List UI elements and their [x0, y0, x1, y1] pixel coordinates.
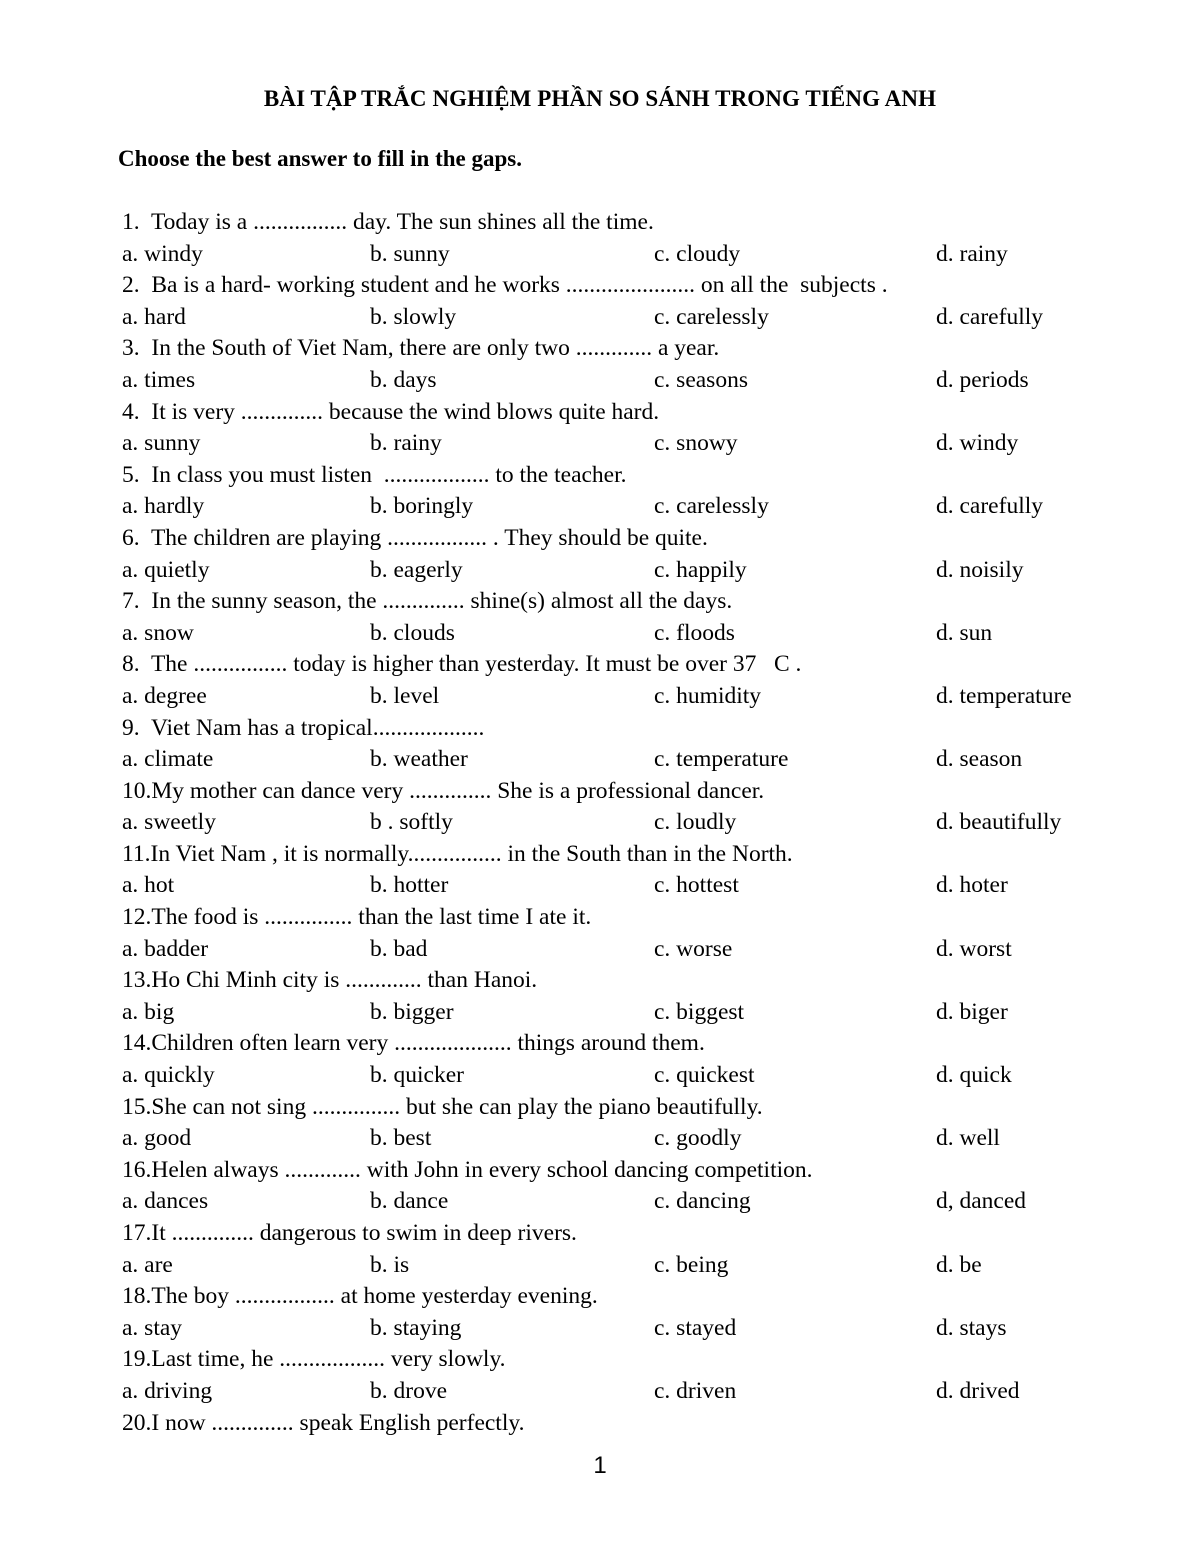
- question-text: It is very .............. because the wind blows quite hard.: [139, 398, 660, 425]
- answer-option-c: c. driven: [654, 1377, 737, 1404]
- question-item: [122, 523, 1122, 555]
- answer-options: [122, 1250, 1122, 1282]
- instruction-text: Choose the best answer to fill in the gaps.: [118, 146, 523, 171]
- answer-option-d: d. biger: [936, 998, 1008, 1025]
- answer-option-c: c. cloudy: [654, 240, 741, 267]
- question-number: 17.: [122, 1220, 152, 1246]
- question-number: 19.: [122, 1346, 152, 1373]
- question-text: Helen always ............. with John in every school dancing competition.: [151, 1156, 813, 1183]
- answer-option-b: b. eagerly: [370, 556, 463, 583]
- question-item: [122, 902, 1122, 934]
- answer-option-d: d. sun: [936, 619, 993, 646]
- answer-option-c: c. carelessly: [654, 303, 769, 330]
- answer-options: [122, 555, 1122, 587]
- question-number: 9.: [122, 714, 140, 741]
- answer-option-a: a. windy: [122, 240, 203, 267]
- answer-option-a: a. badder: [122, 935, 209, 962]
- answer-option-a: a. climate: [122, 746, 214, 773]
- answer-option-c: c. humidity: [654, 682, 762, 709]
- answer-option-c: c. goodly: [654, 1125, 742, 1152]
- answer-option-b: b. clouds: [370, 619, 455, 646]
- question-item: [122, 1218, 1122, 1250]
- answer-options: [122, 428, 1122, 460]
- answer-option-b: b. slowly: [370, 303, 457, 330]
- question-item: [122, 1028, 1122, 1060]
- answer-option-d: d. be: [936, 1251, 982, 1278]
- question-text: It .............. dangerous to swim in deep rivers.: [151, 1220, 577, 1246]
- answer-option-c: c. snowy: [654, 430, 738, 457]
- question-list: [122, 207, 1122, 1439]
- answer-option-d: d. season: [936, 746, 1023, 773]
- answer-option-a: a. driving: [122, 1377, 213, 1404]
- answer-option-b: b. weather: [370, 746, 468, 773]
- answer-option-d: d, danced: [936, 1188, 1027, 1215]
- answer-options: [122, 1376, 1122, 1408]
- question-number: 6.: [122, 524, 140, 551]
- answer-option-b: b. dance: [370, 1188, 449, 1215]
- question-item: [122, 1155, 1122, 1187]
- question-item: [122, 776, 1122, 808]
- question-number: 8.: [122, 651, 140, 678]
- question-text: In Viet Nam , it is normally................ in the South than in the North.: [150, 840, 793, 867]
- answer-option-a: a. quietly: [122, 556, 210, 583]
- answer-option-a: a. snow: [122, 619, 194, 646]
- question-text: She can not sing ............... but she can play the piano beautifully.: [151, 1093, 763, 1120]
- answer-option-b: b. is: [370, 1251, 410, 1278]
- answer-option-c: c. hottest: [654, 872, 739, 899]
- answer-option-a: a. hardly: [122, 493, 205, 520]
- answer-option-c: c. stayed: [654, 1314, 737, 1341]
- answer-option-d: d. quick: [936, 1062, 1012, 1089]
- answer-option-b: b. days: [370, 366, 437, 393]
- question-number: 12.: [122, 904, 152, 931]
- question-number: 1.: [122, 209, 140, 235]
- answer-option-a: a. degree: [122, 682, 207, 709]
- answer-option-a: a. sunny: [122, 430, 201, 457]
- answer-options: [122, 744, 1122, 776]
- question-item: [122, 586, 1122, 618]
- answer-option-c: c. floods: [654, 619, 735, 646]
- answer-option-d: d. stays: [936, 1314, 1007, 1341]
- page-number: 1: [593, 1452, 607, 1479]
- question-text: In class you must listen .................. to the teacher.: [139, 461, 627, 488]
- question-text: My mother can dance very .............. She is a professional dancer.: [151, 777, 765, 804]
- question-item: [122, 460, 1122, 492]
- question-number: 16.: [122, 1156, 152, 1183]
- answer-options: [122, 1123, 1122, 1155]
- question-number: 14.: [122, 1030, 152, 1057]
- question-text: Ho Chi Minh city is ............. than Hanoi.: [151, 967, 538, 994]
- answer-option-b: b. best: [370, 1125, 432, 1152]
- question-text: Children often learn very .................... things around them.: [151, 1030, 705, 1057]
- answer-option-b: b. bigger: [370, 998, 454, 1025]
- question-text: Ba is a hard- working student and he works ...................... on all the subjects .: [139, 272, 888, 299]
- answer-option-a: a. good: [122, 1125, 192, 1152]
- answer-option-a: a. stay: [122, 1314, 183, 1341]
- answer-option-d: d. carefully: [936, 303, 1044, 330]
- question-item: [122, 965, 1122, 997]
- answer-option-b: b. quicker: [370, 1062, 464, 1089]
- question-number: 5.: [122, 461, 140, 488]
- answer-options: [122, 1060, 1122, 1092]
- answer-options: [122, 997, 1122, 1029]
- question-number: 10.: [122, 777, 152, 804]
- question-item: [122, 397, 1122, 429]
- question-item: [122, 207, 1122, 239]
- question-text: Last time, he .................. very slowly.: [151, 1346, 506, 1373]
- question-item: [122, 333, 1122, 365]
- answer-option-c: c. dancing: [654, 1188, 751, 1215]
- question-item: [122, 1092, 1122, 1124]
- question-text: In the South of Viet Nam, there are only two ............. a year.: [139, 335, 720, 362]
- question-text: The boy ................. at home yesterday evening.: [151, 1283, 598, 1310]
- answer-option-a: a. quickly: [122, 1062, 215, 1089]
- answer-option-d: d. periods: [936, 366, 1029, 393]
- question-number: 7.: [122, 588, 140, 615]
- answer-options: [122, 870, 1122, 902]
- answer-option-b: b. level: [370, 682, 440, 709]
- question-number: 15.: [122, 1093, 152, 1120]
- question-item: [122, 1344, 1122, 1376]
- answer-option-b: b. staying: [370, 1314, 462, 1341]
- answer-options: [122, 491, 1122, 523]
- question-text: The food is ............... than the last time I ate it.: [151, 904, 592, 931]
- answer-option-c: c. happily: [654, 556, 747, 583]
- answer-option-a: a. dances: [122, 1188, 209, 1215]
- answer-options: [122, 807, 1122, 839]
- answer-option-d: d. beautifully: [936, 809, 1062, 836]
- answer-option-d: d. noisily: [936, 556, 1024, 583]
- answer-option-b: b. sunny: [370, 240, 450, 267]
- question-item: [122, 649, 1122, 681]
- answer-options: [122, 934, 1122, 966]
- answer-options: [122, 1313, 1122, 1345]
- answer-option-d: d. well: [936, 1125, 1000, 1152]
- question-text: The ................ today is higher than yesterday. It must be over 37 C .: [139, 651, 802, 678]
- question-number: 3.: [122, 335, 140, 362]
- page-title: BÀI TẬP TRẮC NGHIỆM PHẦN SO SÁNH TRONG TIẾNG ANH: [263, 86, 937, 111]
- answer-option-c: c. loudly: [654, 809, 737, 836]
- answer-option-b: b. bad: [370, 935, 428, 962]
- answer-option-a: a. times: [122, 366, 196, 393]
- answer-option-c: c. carelessly: [654, 493, 769, 520]
- question-number: 13.: [122, 967, 152, 994]
- answer-options: [122, 1186, 1122, 1218]
- question-text: I now .............. speak English perfectly.: [151, 1409, 525, 1436]
- answer-option-c: c. quickest: [654, 1062, 755, 1089]
- answer-option-d: d. worst: [936, 935, 1012, 962]
- question-number: 2.: [122, 272, 140, 299]
- answer-option-b: b. hotter: [370, 872, 449, 899]
- answer-option-c: c. worse: [654, 935, 733, 962]
- answer-option-b: b. boringly: [370, 493, 474, 520]
- question-item: [122, 839, 1122, 871]
- question-text: Viet Nam has a tropical...................: [139, 714, 485, 741]
- answer-option-d: d. rainy: [936, 240, 1008, 267]
- answer-option-b: b. rainy: [370, 430, 442, 457]
- question-number: 18.: [122, 1283, 152, 1310]
- answer-options: [122, 365, 1122, 397]
- answer-option-a: a. hard: [122, 303, 186, 330]
- answer-option-c: c. being: [654, 1251, 729, 1278]
- question-item: [122, 1408, 1122, 1440]
- question-text: Today is a ................ day. The sun shines all the time.: [139, 209, 654, 235]
- question-item: [122, 270, 1122, 302]
- question-number: 4.: [122, 398, 140, 425]
- question-number: 11.: [122, 840, 151, 867]
- answer-option-a: a. are: [122, 1251, 173, 1278]
- answer-options: [122, 681, 1122, 713]
- answer-option-d: d. hoter: [936, 872, 1008, 899]
- answer-option-a: a. big: [122, 998, 175, 1025]
- answer-option-c: c. temperature: [654, 746, 789, 773]
- question-item: [122, 1281, 1122, 1313]
- answer-option-c: c. seasons: [654, 366, 748, 393]
- answer-option-d: d. carefully: [936, 493, 1044, 520]
- question-item: [122, 713, 1122, 745]
- answer-option-b: b . softly: [370, 809, 453, 836]
- answer-option-b: b. drove: [370, 1377, 448, 1404]
- answer-option-a: a. sweetly: [122, 809, 216, 836]
- answer-option-d: d. drived: [936, 1377, 1020, 1404]
- answer-option-d: d. windy: [936, 430, 1019, 457]
- answer-options: [122, 239, 1122, 271]
- answer-option-a: a. hot: [122, 872, 175, 899]
- answer-option-d: d. temperature: [936, 682, 1072, 709]
- answer-options: [122, 618, 1122, 650]
- question-text: The children are playing ................. . They should be quite.: [139, 524, 708, 551]
- question-text: In the sunny season, the .............. shine(s) almost all the days.: [139, 588, 733, 615]
- answer-option-c: c. biggest: [654, 998, 745, 1025]
- answer-options: [122, 302, 1122, 334]
- question-number: 20.: [122, 1409, 152, 1436]
